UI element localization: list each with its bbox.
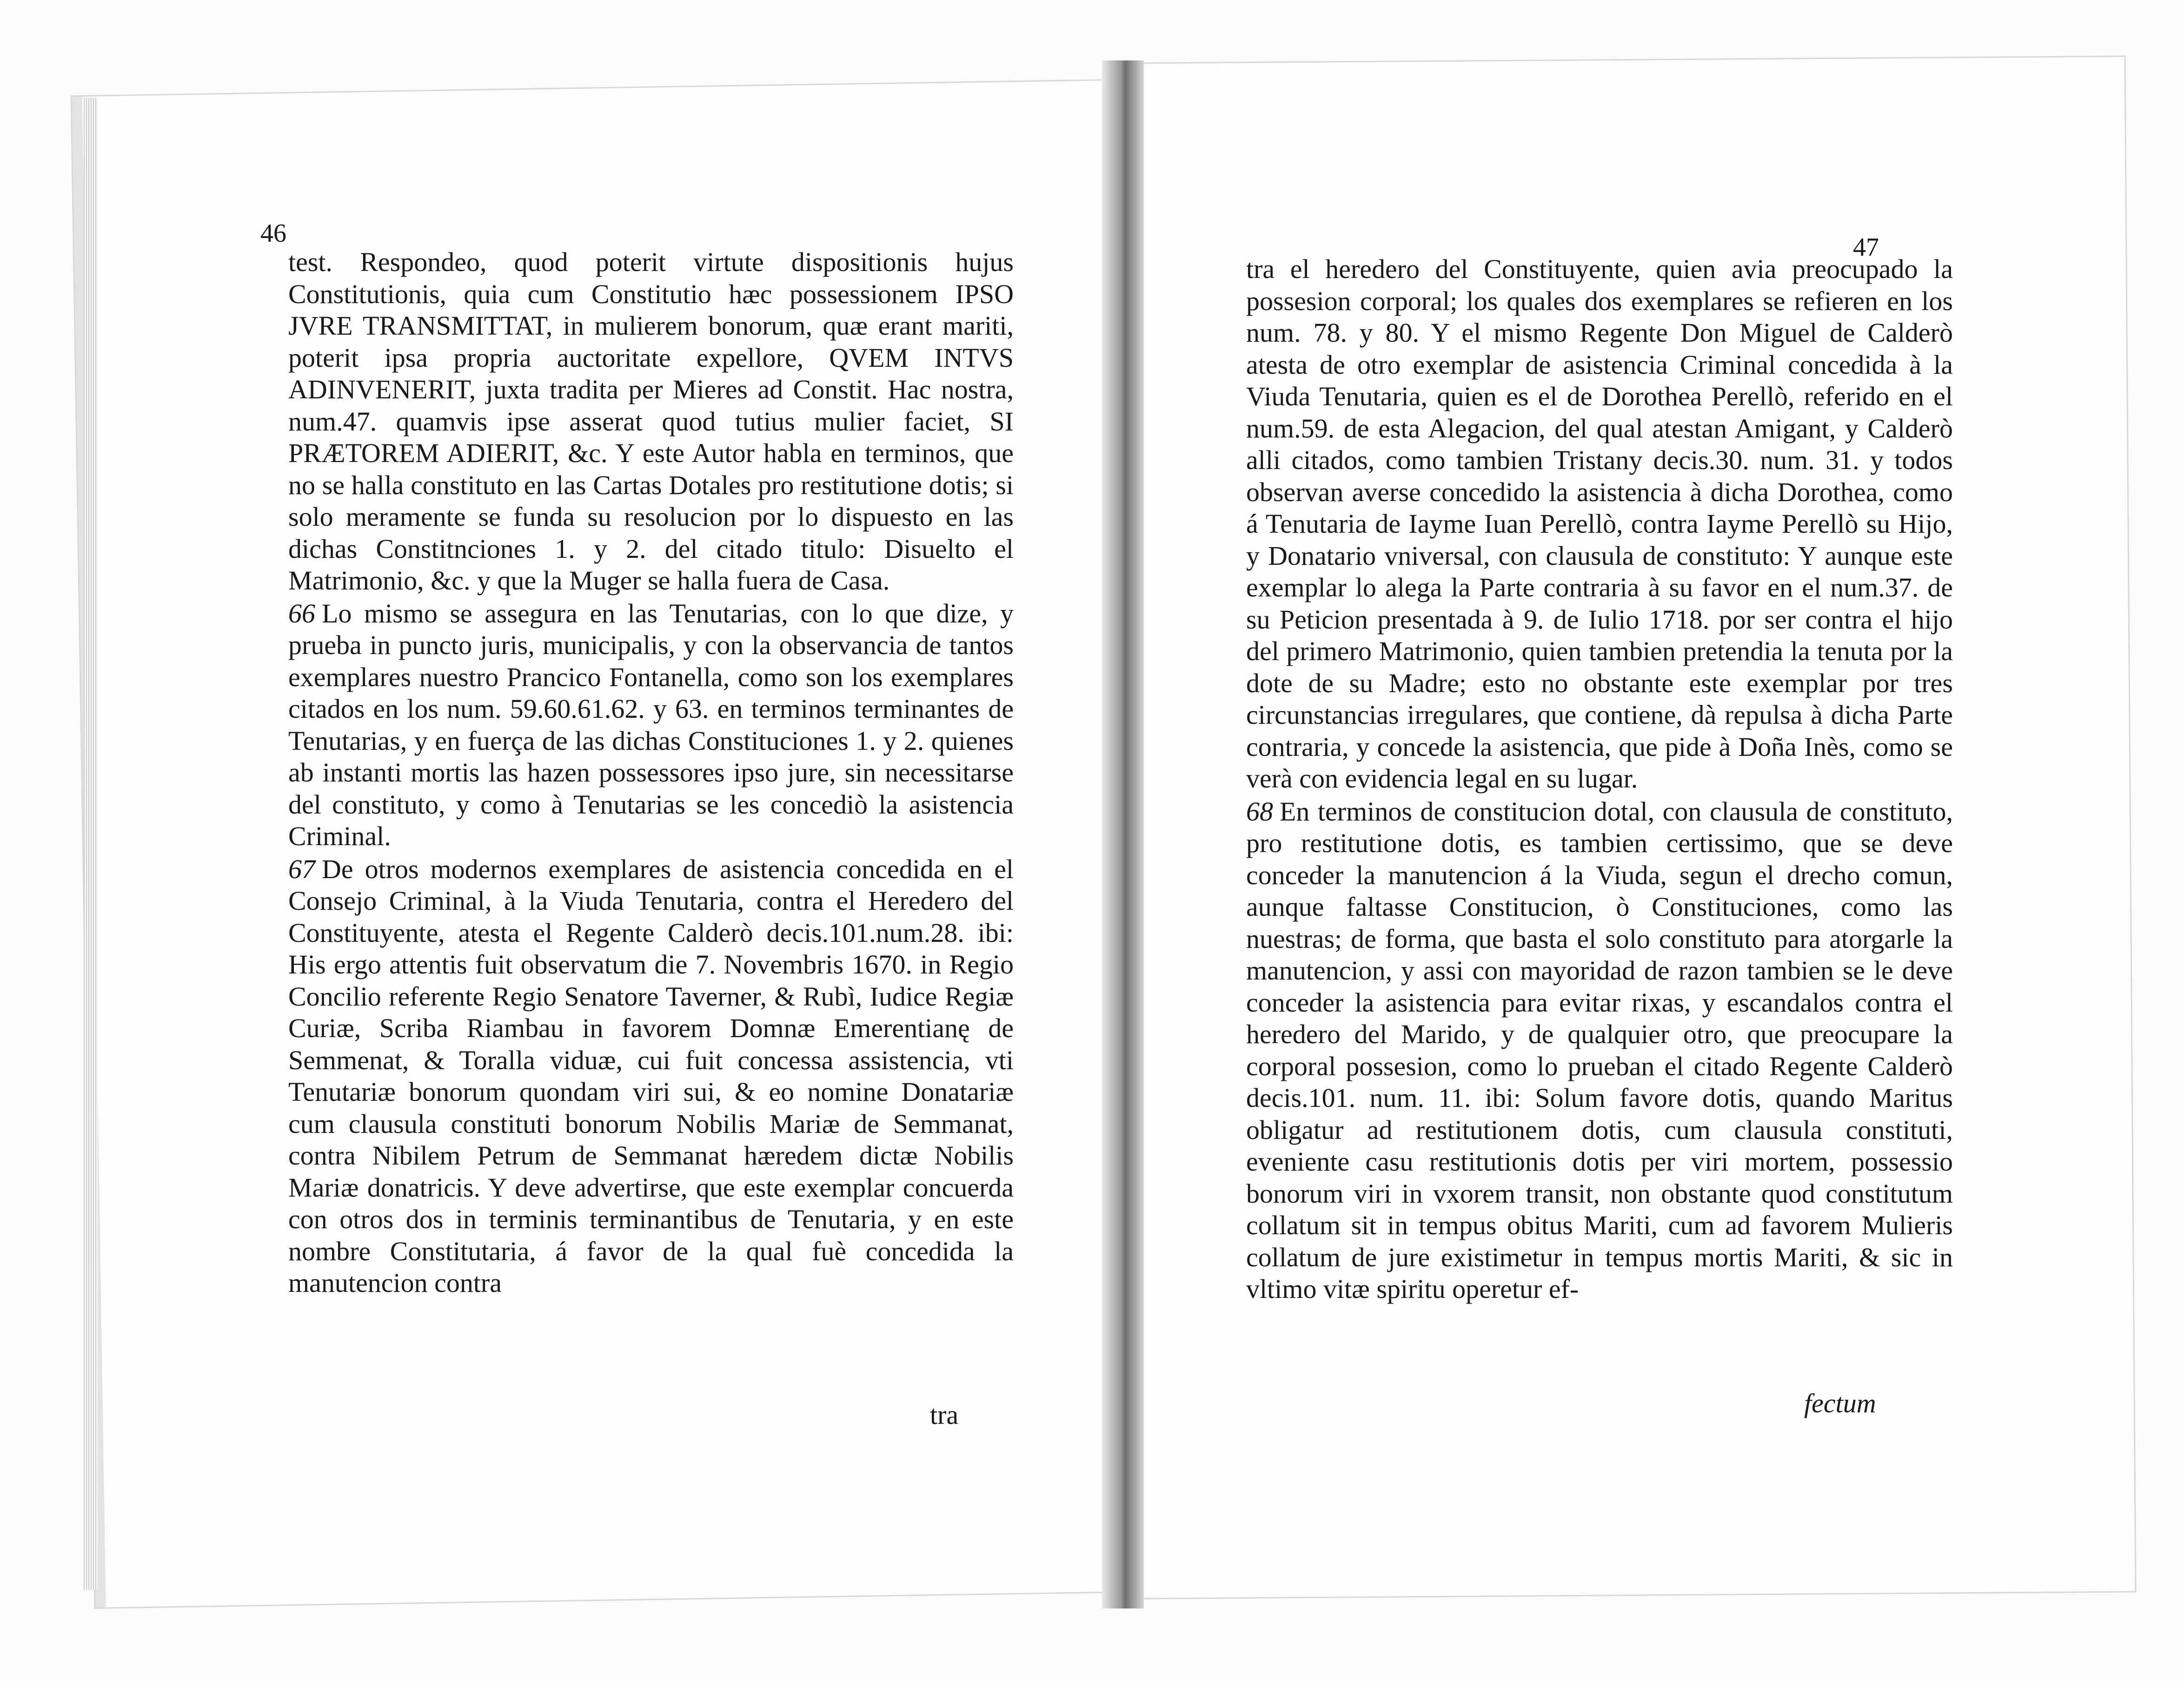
left-catchword: tra: [930, 1400, 959, 1430]
right-paragraph: [1246, 796, 1953, 1305]
paragraph-number: 67: [288, 854, 315, 884]
right-catchword: fectum: [1804, 1388, 1876, 1418]
right-paragraph: [1246, 253, 1953, 795]
paragraph-text: De otros modernos exemplares de asistencia concedida en el Consejo Criminal, à la Viuda Tenutaria, contra el Heredero del Constituyente, atesta el Regente Calderò decis.101.num.28. ibi: His ergo attentis fuit observatum die 7. Novembris 1670. in Regio Concilio referente Regio Senatore Taverner, & Rubì, Iudice Regiæ Curiæ, Scriba Riambau in favorem Domnæ Emerentianę de Semmenat, & Toralla viduæ, cui fuit concessa assistencia, vti Tenutariæ bonorum quondam viri sui, & eo nomine Donatariæ cum clausula constituti bonorum Nobilis Mariæ de Semmanat, contra Nibilem Petrum de Semmanat hæredem dictæ Nobilis Mariæ donatricis. Y deve advertirse, que este exemplar concuerda con otros dos in terminis terminantibus de Tenutaria, y en este nombre Constitutaria, á favor de la qual fuè concedida la manutencion contra: [288, 854, 1014, 1298]
right-page-number: 47: [1853, 233, 1879, 262]
right-text-block: [1246, 253, 1953, 1305]
left-paragraph: [288, 598, 1014, 853]
page-edges: [84, 98, 98, 1590]
paragraph-text: En terminos de constitucion dotal, con clausula de constituto, pro restitutione dotis, es tambien certissimo, que se deve conceder la manutencion á la Viuda, segun el drecho comun, aunque faltasse Constitucion, ò Constituciones, como las nuestras; de forma, que basta el solo constituto para atorgarle la manutencion, y assi con mayoridad de razon tambien se le deve conceder la asistencia para evitar rixas, y escandalos contra el heredero del Marido, y de qualquier otro, que preocupare la corporal possesion, como lo prueban el citado Regente Calderò decis.101. num. 11. ibi: Solum favore dotis, quando Maritus obligatur ad restitutionem dotis, cum clausula constituti, eveniente casu restitutionis dotis per viri mortem, possessio bonorum viri in vxorem transit, non obstante quod constitutum collatum sit in tempus obitus Mariti, cum ad favorem Mulieris collatum de jure existimetur in tempus mortis Mariti, & sic in vltimo vitæ spiritu operetur ef-: [1246, 796, 1953, 1304]
paragraph-number: 66: [288, 598, 315, 629]
left-page-number: 46: [260, 219, 286, 248]
book-gutter: [1102, 60, 1144, 1608]
paragraph-number: 68: [1246, 796, 1273, 827]
left-paragraph: [288, 854, 1014, 1299]
paragraph-text: Lo mismo se assegura en las Tenutarias, con lo que dize, y prueba in puncto juris, municipalis, y con la observancia de tantos exemplares nuestro Prancico Fontanella, como son los exemplares citados en los num. 59.60.61.62. y 63. en terminos terminantes de Tenutarias, y en fuerça de las dichas Constituciones 1. y 2. quienes ab instanti mortis las hazen possessores ipso jure, sin necessitarse del constituto, y como à Tenutarias se les concediò la asistencia Criminal.: [288, 598, 1014, 851]
left-text-block: [288, 246, 1014, 1299]
paragraph-text: test. Respondeo, quod poterit virtute dispositionis hujus Constitutionis, quia cum Constitutio hæc possessionem IPSO JVRE TRANSMITTAT, in mulierem bonorum, quæ erant mariti, poterit ipsa propria auctoritate expellore, QVEM INTVS ADINVENERIT, juxta tradita per Mieres ad Constit. Hac nostra, num.47. quamvis ipse asserat quod tutius mulier faciet, SI PRÆTOREM ADIERIT, &c. Y este Autor habla en terminos, que no se halla constituto en las Cartas Dotales pro restitutione dotis; si solo meramente se funda su resolucion por lo dispuesto en las dichas Constitnciones 1. y 2. del citado titulo: Disuelto el Matrimonio, &c. y que la Muger se halla fuera de Casa.: [288, 247, 1014, 596]
paragraph-text: tra el heredero del Constituyente, quien avia preocupado la possesion corporal; los quales dos exemplares se refieren en los num. 78. y 80. Y el mismo Regente Don Miguel de Calderò atesta de otro exemplar de asistencia Criminal concedida à la Viuda Tenutaria, quien es el de Dorothea Perellò, referido en el num.59. de esta Alegacion, del qual atestan Amigant, y Calderò alli citados, como tambien Tristany decis.30. num. 31. y todos observan averse concedido la asistencia à dicha Dorothea, como á Tenutaria de Iayme Iuan Perellò, contra Iayme Perellò su Hijo, y Donatario vniversal, con clausula de constituto: Y aunque este exemplar lo alega la Parte contraria à su favor en el num.37. de su Peticion presentada à 9. de Iulio 1718. por ser contra el hijo del primero Matrimonio, quien tambien pretendia la tenuta por la dote de su Madre; esto no obstante este exemplar por tres circunstancias irregulares, que contiene, dà repulsa à dicha Parte contraria, y concede la asistencia, que pide à Doña Inès, como se verà con evidencia legal en su lugar.: [1246, 254, 1953, 794]
left-paragraph: [288, 246, 1014, 597]
